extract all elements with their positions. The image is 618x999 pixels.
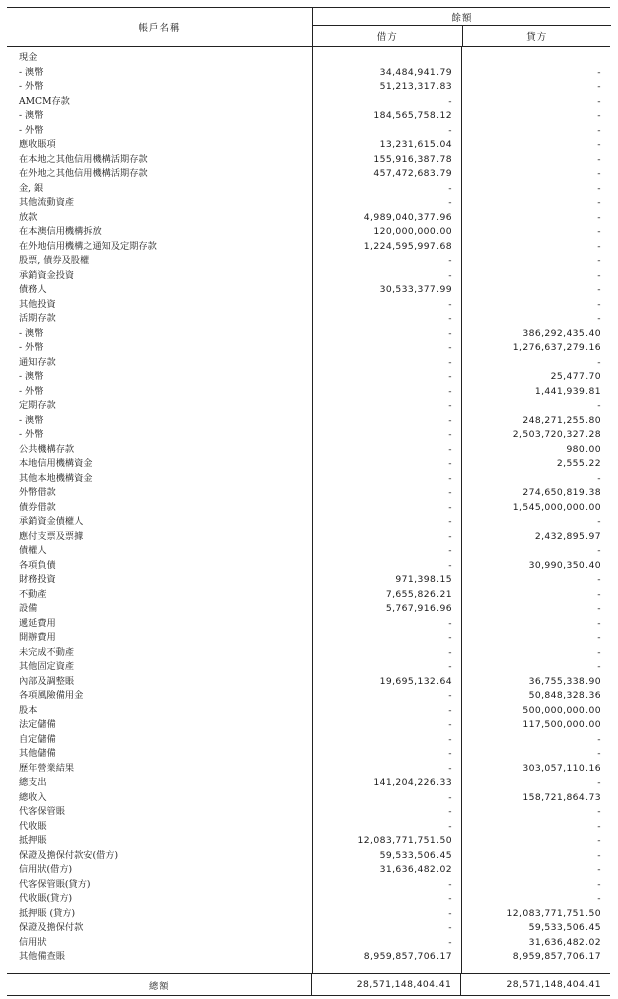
debit-cell: - xyxy=(448,255,452,266)
debit-cell: 12,083,771,751.50 xyxy=(357,835,452,846)
table-row xyxy=(7,51,610,66)
credit-cell: 117,500,000.00 xyxy=(522,719,601,730)
credit-cell: 1,276,637,279.16 xyxy=(512,342,601,353)
debit-cell: 7,655,826.21 xyxy=(385,588,452,600)
credit-cell: - xyxy=(597,545,601,556)
account-name-cell: 活期存款 xyxy=(19,313,56,324)
credit-header: 貸方 xyxy=(526,32,548,43)
credit-cell: - xyxy=(597,284,601,295)
account-name-cell: - 澳幣 xyxy=(19,414,44,426)
debit-cell: - xyxy=(448,400,452,411)
table-row xyxy=(7,327,610,342)
account-name-cell: - 外幣 xyxy=(19,81,44,92)
credit-cell: - xyxy=(597,588,601,600)
table-row xyxy=(7,660,610,675)
table-row xyxy=(7,834,610,849)
debit-cell: - xyxy=(448,632,452,643)
table-row xyxy=(7,109,610,124)
debit-cell: - xyxy=(448,182,452,194)
debit-cell: - xyxy=(448,617,452,629)
table-row xyxy=(7,791,610,806)
debit-cell: - xyxy=(448,806,452,817)
account-name-cell: 在外地之其他信用機構活期存款 xyxy=(19,168,148,179)
debit-cell: 457,472,683.79 xyxy=(373,168,452,179)
debit-cell: 34,484,941.79 xyxy=(379,66,452,78)
account-name-cell: 金, 銀 xyxy=(19,182,44,194)
credit-cell: - xyxy=(597,182,601,194)
table-row xyxy=(7,254,610,269)
account-name-cell: 應付支票及票據 xyxy=(19,530,84,542)
debit-cell: - xyxy=(448,661,452,672)
debit-cell: 59,533,506.45 xyxy=(379,849,452,861)
credit-cell: - xyxy=(597,574,601,585)
account-name-cell: 開辦費用 xyxy=(19,632,56,643)
credit-cell: - xyxy=(597,893,601,904)
credit-cell: - xyxy=(597,139,601,150)
credit-cell: - xyxy=(597,66,601,78)
table-row xyxy=(7,124,610,139)
debit-cell: - xyxy=(448,791,452,803)
debit-cell: - xyxy=(448,516,452,527)
credit-cell: - xyxy=(597,835,601,846)
table-row xyxy=(7,356,610,371)
table-row xyxy=(7,878,610,893)
table-row xyxy=(7,153,610,168)
debit-cell: - xyxy=(448,936,452,948)
table-row xyxy=(7,182,610,197)
credit-cell: 8,959,857,706.17 xyxy=(512,951,601,962)
debit-cell: 19,695,132.64 xyxy=(379,675,452,687)
credit-cell: 36,755,338.90 xyxy=(528,675,601,687)
debit-cell: - xyxy=(448,748,452,759)
account-name-cell: 通知存款 xyxy=(19,356,56,368)
account-name-cell: 其他本地機構資金 xyxy=(19,472,93,484)
credit-cell: - xyxy=(597,298,601,310)
account-name-cell: 在外地信用機構之通知及定期存款 xyxy=(19,240,157,252)
table-row xyxy=(7,515,610,530)
credit-cell: - xyxy=(597,646,601,658)
account-name-cell: 其他投資 xyxy=(19,298,56,310)
debit-cell: 184,565,758.12 xyxy=(373,110,452,121)
credit-cell: 50,848,328.36 xyxy=(528,690,601,701)
account-name-cell: 未完成不動產 xyxy=(19,646,75,658)
table-row xyxy=(7,776,610,791)
credit-cell: - xyxy=(597,661,601,672)
table-row xyxy=(7,863,610,878)
debit-cell: 120,000,000.00 xyxy=(373,226,452,237)
credit-cell: 30,990,350.40 xyxy=(528,559,601,571)
credit-cell xyxy=(461,51,610,66)
account-name-cell: 債務人 xyxy=(19,284,47,295)
account-name-cell: 保證及擔保付款安(借方) xyxy=(19,849,119,861)
debit-cell: - xyxy=(448,878,452,890)
account-name-cell: 信用狀 xyxy=(19,936,47,948)
account-name-cell: 代收賬(貸方) xyxy=(19,893,73,904)
credit-cell: 274,650,819.38 xyxy=(522,487,601,498)
table-row xyxy=(7,138,610,153)
credit-cell: 980.00 xyxy=(566,443,601,455)
credit-cell: - xyxy=(597,153,601,165)
table-row xyxy=(7,312,610,327)
account-name-cell: - 澳幣 xyxy=(19,371,44,382)
table-row xyxy=(7,892,610,907)
table-row xyxy=(7,573,610,588)
credit-cell: 1,545,000,000.00 xyxy=(512,501,601,513)
debit-cell: - xyxy=(448,95,452,107)
table-row xyxy=(7,747,610,762)
credit-cell: - xyxy=(597,197,601,208)
debit-cell: - xyxy=(448,893,452,904)
debit-cell: - xyxy=(448,487,452,498)
table-row xyxy=(7,675,610,690)
total-credit: 28,571,148,404.41 xyxy=(506,979,602,990)
account-name-cell: 應收賬項 xyxy=(19,139,56,150)
balance-header: 餘額 xyxy=(313,8,611,26)
debit-cell: - xyxy=(448,385,452,397)
account-name-cell: 在本地之其他信用機構活期存款 xyxy=(19,153,148,165)
table-row xyxy=(7,849,610,864)
table-row xyxy=(7,443,610,458)
credit-cell: 31,636,482.02 xyxy=(528,936,601,948)
table-row xyxy=(7,240,610,255)
account-name-cell: 歷年營業結果 xyxy=(19,762,75,774)
debit-cell: - xyxy=(448,922,452,933)
credit-cell: - xyxy=(597,617,601,629)
account-name-cell: 其他儲備 xyxy=(19,748,56,759)
total-debit: 28,571,148,404.41 xyxy=(312,974,461,995)
debit-cell: - xyxy=(448,429,452,440)
debit-cell: 5,767,916.96 xyxy=(385,603,452,614)
debit-cell: - xyxy=(448,371,452,382)
debit-cell: - xyxy=(448,719,452,730)
account-name-cell: 各項負債 xyxy=(19,559,56,571)
debit-cell: - xyxy=(448,342,452,353)
credit-cell: - xyxy=(597,81,601,92)
account-name-cell: 承銷資金投資 xyxy=(19,269,75,281)
credit-cell: - xyxy=(597,849,601,861)
credit-cell: - xyxy=(597,516,601,527)
credit-cell: - xyxy=(597,168,601,179)
credit-cell: - xyxy=(597,255,601,266)
debit-cell: - xyxy=(448,269,452,281)
account-name-cell: 內部及調整賬 xyxy=(19,675,75,687)
table-row xyxy=(7,617,610,632)
account-name-cell: 本地信用機構資金 xyxy=(19,458,93,469)
table-row xyxy=(7,341,610,356)
table-row xyxy=(7,66,610,81)
table-row xyxy=(7,936,610,951)
table-row xyxy=(7,283,610,298)
table-row xyxy=(7,631,610,646)
debit-header: 借方 xyxy=(313,26,463,46)
table-row xyxy=(7,544,610,559)
account-name-cell: 股票, 債券及股權 xyxy=(19,255,90,266)
debit-cell: - xyxy=(448,197,452,208)
debit-cell: 13,231,615.04 xyxy=(379,139,452,150)
debit-cell: 8,959,857,706.17 xyxy=(363,951,452,962)
debit-cell: - xyxy=(448,472,452,484)
table-row xyxy=(7,704,610,719)
table-row xyxy=(7,196,610,211)
credit-cell: - xyxy=(597,820,601,832)
debit-cell: - xyxy=(448,559,452,571)
account-name-cell: - 澳幣 xyxy=(19,327,44,339)
credit-cell: 2,555.22 xyxy=(556,458,601,469)
account-name-cell: 代收賬 xyxy=(19,820,47,832)
table-row xyxy=(7,559,610,574)
account-name-cell: 其他流動資產 xyxy=(19,197,75,208)
table-row xyxy=(7,225,610,240)
debit-cell: - xyxy=(448,443,452,455)
trial-balance-table xyxy=(7,7,610,992)
debit-cell: - xyxy=(448,530,452,542)
account-name-cell: 現金 xyxy=(19,52,38,63)
account-name-cell: 代客保管賬(貸方) xyxy=(19,878,91,890)
debit-cell: 1,224,595,997.68 xyxy=(363,240,452,252)
debit-cell: 141,204,226.33 xyxy=(373,777,452,788)
account-name-cell: 放款 xyxy=(19,211,38,223)
account-name-cell: 定期存款 xyxy=(19,400,56,411)
account-name-cell: - 外幣 xyxy=(19,385,44,397)
debit-cell: - xyxy=(448,356,452,368)
table-header xyxy=(7,7,610,47)
table-body xyxy=(7,47,610,973)
table-row xyxy=(7,602,610,617)
account-name-cell: 外幣借款 xyxy=(19,487,56,498)
table-row xyxy=(7,733,610,748)
account-name-cell: 法定儲備 xyxy=(19,719,56,730)
debit-cell: - xyxy=(448,704,452,716)
debit-cell: - xyxy=(448,907,452,919)
table-row xyxy=(7,762,610,777)
table-row xyxy=(7,80,610,95)
credit-cell: - xyxy=(597,95,601,107)
balance-header-group xyxy=(312,8,611,46)
account-name-cell: 抵押賬 (貸方) xyxy=(19,907,76,919)
account-name-cell: AMCM存款 xyxy=(19,95,70,107)
account-name-cell: 債券借款 xyxy=(19,501,56,513)
credit-cell: 303,057,110.16 xyxy=(522,762,601,774)
table-row xyxy=(7,820,610,835)
account-name-cell: 自定儲備 xyxy=(19,733,56,745)
table-row xyxy=(7,370,610,385)
account-name-cell: 其他備查賬 xyxy=(19,951,65,962)
credit-cell: 25,477.70 xyxy=(550,371,601,382)
account-name-cell: 不動產 xyxy=(19,588,47,600)
account-name-cell: - 外幣 xyxy=(19,342,44,353)
table-row xyxy=(7,298,610,313)
debit-cell: - xyxy=(448,327,452,339)
debit-cell: - xyxy=(448,124,452,136)
table-row xyxy=(7,428,610,443)
account-name-cell: 其他固定資產 xyxy=(19,661,75,672)
credit-cell: 1,441,939.81 xyxy=(534,385,601,397)
table-row xyxy=(7,457,610,472)
credit-cell: 2,432,895.97 xyxy=(534,530,601,542)
credit-cell: - xyxy=(597,110,601,121)
debit-cell: - xyxy=(448,762,452,774)
table-row xyxy=(7,530,610,545)
table-row xyxy=(7,269,610,284)
debit-cell xyxy=(312,51,461,66)
debit-cell: - xyxy=(448,820,452,832)
credit-cell: 500,000,000.00 xyxy=(522,704,601,716)
credit-cell: - xyxy=(597,269,601,281)
account-name-cell: 在本澳信用機構拆放 xyxy=(19,226,102,237)
table-row xyxy=(7,689,610,704)
credit-cell: 248,271,255.80 xyxy=(522,414,601,426)
credit-cell: - xyxy=(597,240,601,252)
account-name-cell: - 外幣 xyxy=(19,429,44,440)
debit-cell: - xyxy=(448,414,452,426)
credit-cell: 386,292,435.40 xyxy=(522,327,601,339)
credit-cell: - xyxy=(597,806,601,817)
table-row xyxy=(7,399,610,414)
debit-cell: 51,213,317.83 xyxy=(379,81,452,92)
account-name-cell: 保證及擔保付款 xyxy=(19,922,84,933)
table-row xyxy=(7,486,610,501)
table-row xyxy=(7,414,610,429)
total-label: 總額 xyxy=(7,974,312,995)
account-name-cell: 代客保管賬 xyxy=(19,806,65,817)
debit-cell: 30,533,377.99 xyxy=(379,284,452,295)
account-name-cell: 總支出 xyxy=(19,777,47,788)
credit-cell: 12,083,771,751.50 xyxy=(506,907,601,919)
table-row xyxy=(7,211,610,226)
debit-cell: 31,636,482.02 xyxy=(379,864,452,875)
debit-cell: 4,989,040,377.96 xyxy=(363,211,452,223)
account-name-cell: 各項風險備用金 xyxy=(19,690,84,701)
account-rows xyxy=(7,51,610,965)
credit-cell: - xyxy=(597,748,601,759)
debit-cell: - xyxy=(448,458,452,469)
account-name-header: 帳戶名稱 xyxy=(138,23,181,34)
table-row xyxy=(7,167,610,182)
credit-cell: 2,503,720,327.28 xyxy=(512,429,601,440)
debit-cell: - xyxy=(448,733,452,745)
account-name-cell: 設備 xyxy=(19,603,38,614)
debit-cell: - xyxy=(448,313,452,324)
table-row xyxy=(7,950,610,965)
account-name-cell: - 外幣 xyxy=(19,124,44,136)
debit-cell: - xyxy=(448,690,452,701)
table-row xyxy=(7,718,610,733)
account-name-cell: 債權人 xyxy=(19,545,47,556)
account-name-cell: - 澳幣 xyxy=(19,110,44,121)
credit-cell: - xyxy=(597,878,601,890)
debit-cell: 155,916,387.78 xyxy=(373,153,452,165)
credit-cell: - xyxy=(597,733,601,745)
account-name-cell: 公共機構存款 xyxy=(19,443,75,455)
credit-cell: - xyxy=(597,313,601,324)
credit-cell: - xyxy=(597,211,601,223)
total-row xyxy=(7,973,610,996)
debit-cell: - xyxy=(448,545,452,556)
credit-cell: 59,533,506.45 xyxy=(528,922,601,933)
account-name-cell: 財務投資 xyxy=(19,574,56,585)
account-name-cell: 總收入 xyxy=(19,791,47,803)
debit-cell: - xyxy=(448,501,452,513)
table-row xyxy=(7,646,610,661)
credit-cell: - xyxy=(597,124,601,136)
credit-cell: - xyxy=(597,603,601,614)
credit-cell: - xyxy=(597,400,601,411)
table-row xyxy=(7,907,610,922)
debit-cell: - xyxy=(448,298,452,310)
credit-cell: - xyxy=(597,472,601,484)
table-row xyxy=(7,385,610,400)
table-row xyxy=(7,501,610,516)
table-row xyxy=(7,921,610,936)
table-row xyxy=(7,805,610,820)
table-row xyxy=(7,472,610,487)
debit-cell: 971,398.15 xyxy=(395,574,452,585)
account-name-cell: 抵押賬 xyxy=(19,835,47,846)
account-name-cell: 信用狀(借方) xyxy=(19,864,73,875)
credit-cell: 158,721,864.73 xyxy=(522,791,601,803)
table-row xyxy=(7,95,610,110)
debit-cell: - xyxy=(448,646,452,658)
credit-cell: - xyxy=(597,226,601,237)
account-name-cell: - 澳幣 xyxy=(19,66,44,78)
account-name-cell: 遞延費用 xyxy=(19,617,56,629)
account-name-cell: 股本 xyxy=(19,704,38,716)
table-row xyxy=(7,588,610,603)
credit-cell: - xyxy=(597,632,601,643)
credit-cell: - xyxy=(597,777,601,788)
credit-cell: - xyxy=(597,356,601,368)
credit-cell: - xyxy=(597,864,601,875)
account-name-cell: 承銷資金債權人 xyxy=(19,516,84,527)
